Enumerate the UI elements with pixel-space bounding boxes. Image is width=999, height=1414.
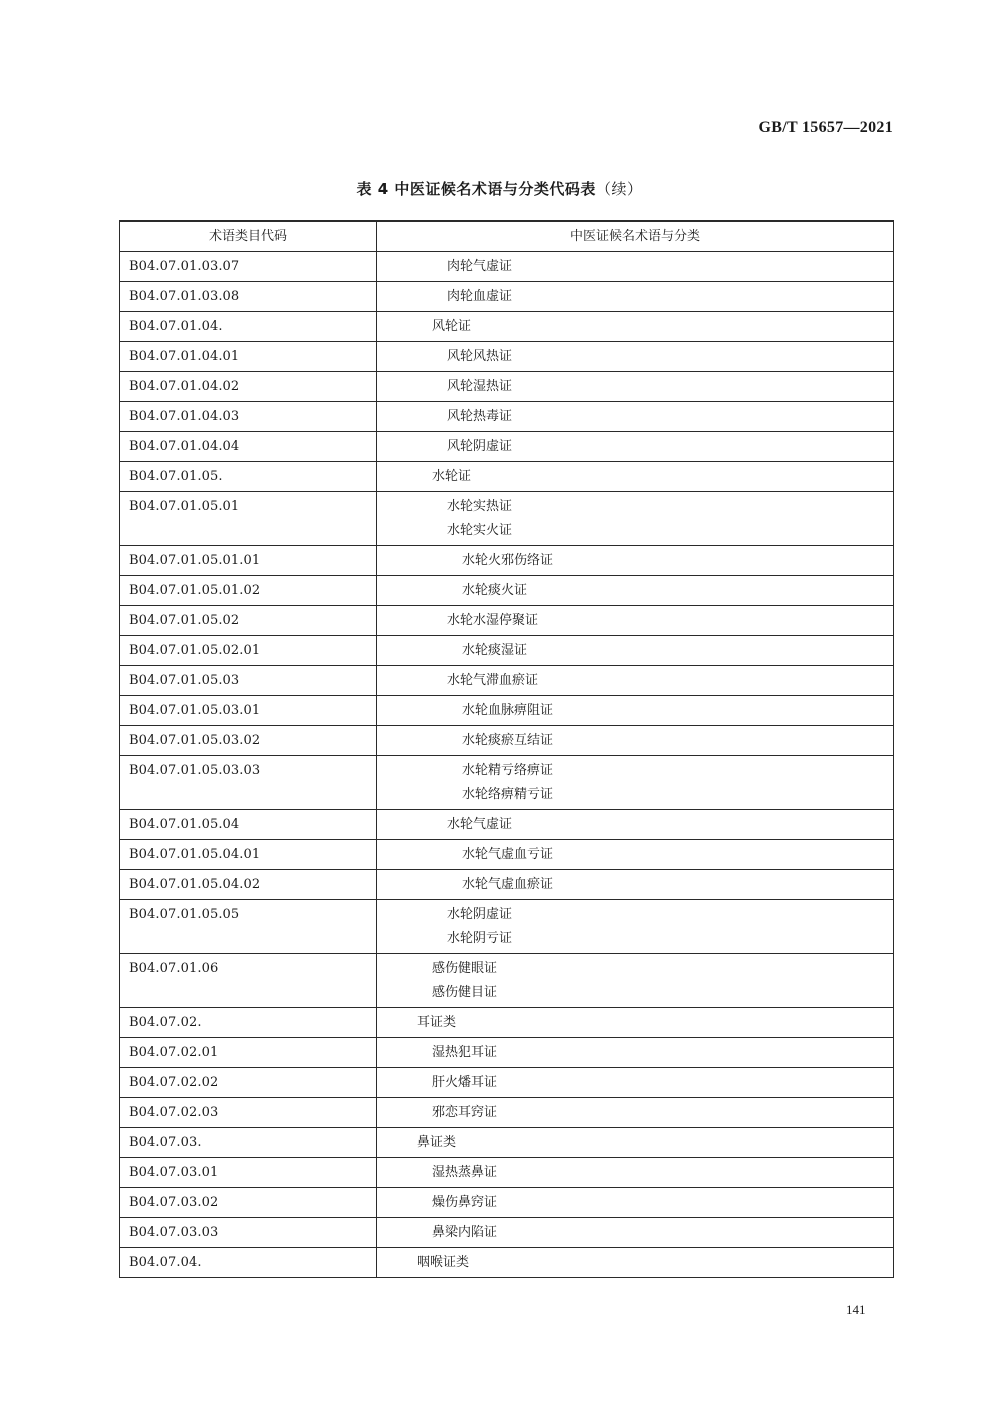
term-name-cell [377, 342, 894, 372]
table-row [120, 1218, 894, 1248]
term-name-cell [377, 900, 894, 954]
term-code-cell: B04.07.01.05.04.02 [120, 870, 377, 900]
term-name: 鼻证类 [417, 1135, 457, 1150]
table-row [120, 342, 894, 372]
term-name: 水轮痰湿证 [462, 643, 528, 658]
term-name-cell [377, 492, 894, 546]
term-name: 水轮气虚血瘀证 [462, 877, 554, 892]
term-code-cell: B04.07.01.05.01.02 [120, 576, 377, 606]
term-name-cell [377, 1008, 894, 1038]
term-name: 水轮实火证 [447, 523, 513, 538]
term-name-cell [377, 756, 894, 810]
term-name: 肉轮血虚证 [447, 289, 513, 304]
term-name-cell [377, 1128, 894, 1158]
term-code-cell: B04.07.01.05.03.03 [120, 756, 377, 810]
term-name-cell [377, 1068, 894, 1098]
table-row [120, 810, 894, 840]
term-name: 水轮痰火证 [462, 583, 528, 598]
table-row [120, 954, 894, 1008]
term-code-cell: B04.07.02. [120, 1008, 377, 1038]
table-row [120, 1158, 894, 1188]
table-row [120, 432, 894, 462]
term-name-cell [377, 402, 894, 432]
term-code-cell: B04.07.01.03.08 [120, 282, 377, 312]
table-row [120, 1128, 894, 1158]
term-name-cell [377, 432, 894, 462]
term-name: 肉轮气虚证 [447, 259, 513, 274]
term-name: 水轮精亏络痹证 [462, 763, 554, 778]
term-code-cell: B04.07.03.01 [120, 1158, 377, 1188]
standard-code: GB/T 15657—2021 [758, 119, 893, 136]
term-name: 水轮气虚血亏证 [462, 847, 554, 862]
term-name-cell [377, 810, 894, 840]
table-row [120, 1038, 894, 1068]
term-name-cell [377, 1158, 894, 1188]
term-code-cell: B04.07.01.05.03 [120, 666, 377, 696]
term-code-cell: B04.07.01.05. [120, 462, 377, 492]
term-code-cell: B04.07.01.04.04 [120, 432, 377, 462]
table-row [120, 1248, 894, 1278]
term-code-cell: B04.07.01.04. [120, 312, 377, 342]
page-number: 141 [846, 1302, 866, 1317]
term-code-cell: B04.07.01.05.04 [120, 810, 377, 840]
term-name: 燥伤鼻窍证 [432, 1195, 498, 1210]
term-name: 水轮火邪伤络证 [462, 553, 554, 568]
term-name: 水轮阴虚证 [447, 907, 513, 922]
term-code-cell: B04.07.01.05.01 [120, 492, 377, 546]
table-row [120, 1068, 894, 1098]
term-code-cell: B04.07.01.05.04.01 [120, 840, 377, 870]
term-name: 湿热犯耳证 [432, 1045, 498, 1060]
table-row [120, 696, 894, 726]
term-name-cell [377, 1038, 894, 1068]
term-code-cell: B04.07.01.04.02 [120, 372, 377, 402]
term-name: 风轮阴虚证 [447, 439, 513, 454]
term-name: 水轮痰瘀互结证 [462, 733, 554, 748]
table-row [120, 402, 894, 432]
table-row [120, 636, 894, 666]
term-name: 水轮气虚证 [447, 817, 513, 832]
term-name: 水轮实热证 [447, 499, 513, 514]
term-code-cell: B04.07.01.06 [120, 954, 377, 1008]
term-name: 邪恋耳窍证 [432, 1105, 498, 1120]
term-code-cell: B04.07.01.05.01.01 [120, 546, 377, 576]
table-title [0, 178, 999, 199]
table-row [120, 756, 894, 810]
term-name-cell [377, 870, 894, 900]
term-code-cell: B04.07.02.03 [120, 1098, 377, 1128]
term-name: 水轮阴亏证 [447, 931, 513, 946]
term-name-cell [377, 1188, 894, 1218]
table-title-suffix: （续） [595, 180, 643, 198]
term-name-cell [377, 546, 894, 576]
term-code-cell: B04.07.03.02 [120, 1188, 377, 1218]
term-name-cell [377, 606, 894, 636]
term-name-cell [377, 312, 894, 342]
term-name-cell [377, 840, 894, 870]
table-title-main: 表 4 中医证候名术语与分类代码表 [356, 180, 596, 198]
term-code-cell: B04.07.01.05.03.01 [120, 696, 377, 726]
column-header-code: 术语类目代码 [120, 221, 377, 252]
term-name: 水轮水湿停聚证 [447, 613, 539, 628]
term-code-cell: B04.07.01.04.03 [120, 402, 377, 432]
term-code-cell: B04.07.01.05.02.01 [120, 636, 377, 666]
term-code-cell: B04.07.01.04.01 [120, 342, 377, 372]
term-name: 风轮湿热证 [447, 379, 513, 394]
term-name-cell [377, 666, 894, 696]
term-name-cell [377, 1218, 894, 1248]
table-row [120, 546, 894, 576]
term-code-cell: B04.07.01.05.03.02 [120, 726, 377, 756]
table-row [120, 282, 894, 312]
table-row [120, 606, 894, 636]
table-row [120, 312, 894, 342]
term-name-cell [377, 636, 894, 666]
table-row [120, 462, 894, 492]
term-code-cell: B04.07.02.01 [120, 1038, 377, 1068]
term-name-cell [377, 252, 894, 282]
term-name-cell [377, 576, 894, 606]
table-row [120, 576, 894, 606]
table-row [120, 666, 894, 696]
term-name-cell [377, 372, 894, 402]
table-row [120, 492, 894, 546]
table-row [120, 372, 894, 402]
term-name: 感伤健目证 [432, 985, 498, 1000]
term-name-cell [377, 726, 894, 756]
term-name: 咽喉证类 [417, 1255, 470, 1270]
term-code-cell: B04.07.01.05.02 [120, 606, 377, 636]
term-name: 风轮证 [432, 319, 472, 334]
term-name-cell [377, 954, 894, 1008]
term-classification-table [119, 220, 894, 1278]
term-code-cell: B04.07.04. [120, 1248, 377, 1278]
term-code-cell: B04.07.03. [120, 1128, 377, 1158]
term-name-cell [377, 282, 894, 312]
table-header-row [120, 221, 894, 252]
term-name-cell [377, 1248, 894, 1278]
term-name: 耳证类 [417, 1015, 457, 1030]
term-name: 湿热蒸鼻证 [432, 1165, 498, 1180]
term-name: 水轮络痹精亏证 [462, 787, 554, 802]
term-name-cell [377, 462, 894, 492]
term-name-cell [377, 1098, 894, 1128]
term-name: 感伤健眼证 [432, 961, 498, 976]
term-name: 水轮证 [432, 469, 472, 484]
table-row [120, 1188, 894, 1218]
term-name: 水轮气滞血瘀证 [447, 673, 539, 688]
table-row [120, 870, 894, 900]
term-code-cell: B04.07.02.02 [120, 1068, 377, 1098]
table-body [120, 252, 894, 1278]
term-name-cell [377, 696, 894, 726]
term-code-cell: B04.07.01.03.07 [120, 252, 377, 282]
table-row [120, 1098, 894, 1128]
table-row [120, 840, 894, 870]
table-row [120, 252, 894, 282]
term-name: 水轮血脉痹阻证 [462, 703, 554, 718]
term-name: 肝火燔耳证 [432, 1075, 498, 1090]
term-name: 风轮热毒证 [447, 409, 513, 424]
column-header-term: 中医证候名术语与分类 [377, 221, 894, 252]
term-name: 风轮风热证 [447, 349, 513, 364]
term-code-cell: B04.07.03.03 [120, 1218, 377, 1248]
table-row [120, 900, 894, 954]
table-row [120, 1008, 894, 1038]
term-name: 鼻梁内陷证 [432, 1225, 498, 1240]
term-code-cell: B04.07.01.05.05 [120, 900, 377, 954]
table-row [120, 726, 894, 756]
